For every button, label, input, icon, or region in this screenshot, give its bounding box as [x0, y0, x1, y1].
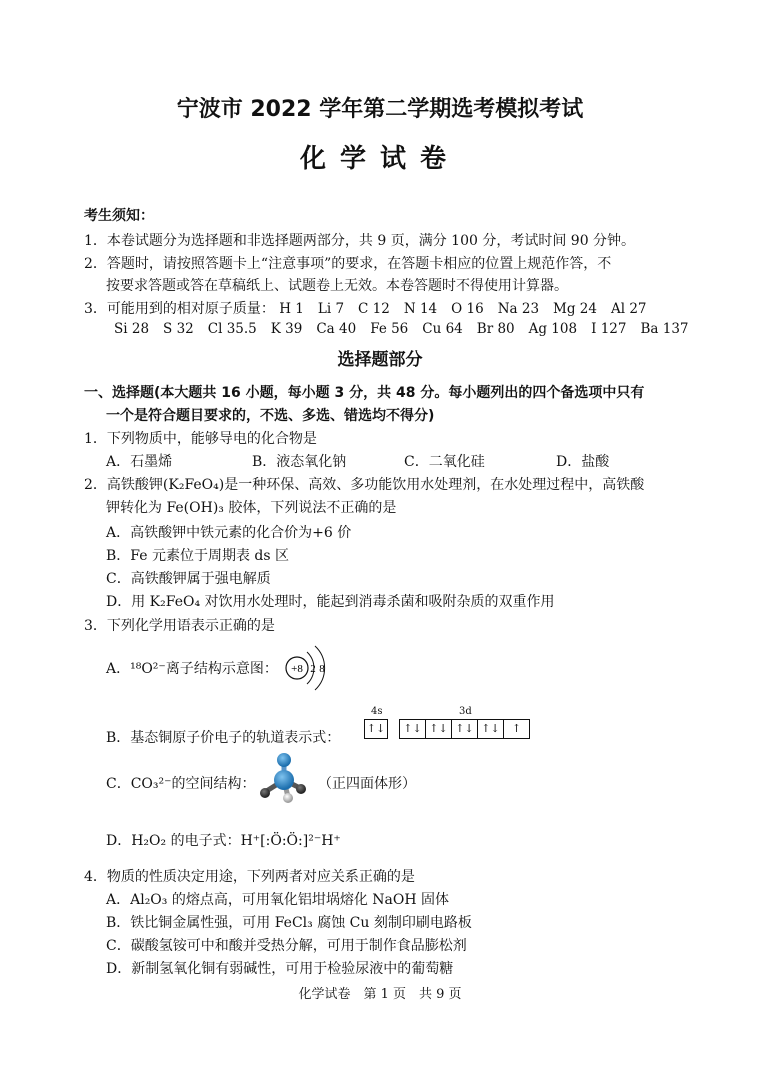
mass-ca: Ca 40 [316, 321, 357, 337]
mass-na: Na 23 [497, 301, 540, 317]
q3-option-d: D．H₂O₂ 的电子式：H⁺[:Ö:Ö:]²⁻H⁺ [106, 833, 341, 849]
notice-item-3 [84, 298, 661, 320]
ion-shell-1: 2 [310, 663, 316, 675]
orbital-3d-label: 3d [459, 706, 472, 717]
page-footer: 化学试卷 第 1 页 共 9 页 [298, 987, 462, 1002]
q4-stem: 4．物质的性质决定用途，下列两者对应关系正确的是 [84, 869, 415, 885]
orbital-3d-cell: ↑↓ [400, 720, 426, 738]
q4-option-d: D．新制氢氧化铜有弱碱性，可用于检验尿液中的葡萄糖 [106, 961, 454, 977]
orbital-4s-box [364, 719, 388, 739]
section-instruction-1: 一、选择题(本大题共 16 小题，每小题 3 分，共 48 分。每小题列出的四个备选项中只有 [84, 385, 645, 401]
orbital-4s-cell: ↑↓ [366, 722, 386, 735]
mass-cu: Cu 64 [422, 321, 463, 337]
q1-option-c: C．二氧化硅 [404, 454, 485, 470]
notice-heading: 考生须知： [84, 208, 154, 224]
mass-ag: Ag 108 [528, 321, 578, 337]
mass-fe: Fe 56 [370, 321, 409, 337]
q2-stem-1: 2．高铁酸钾(K₂FeO₄)是一种环保、高效、多功能饮用水处理剂，在水处理过程中，高铁酸 [84, 477, 645, 493]
q1-option-b: B．液态氧化钠 [252, 454, 347, 470]
orbital-3d-cell: ↑↓ [478, 720, 504, 738]
q4-option-b: B．铁比铜金属性强，可用 FeCl₃ 腐蚀 Cu 刻制印刷电路板 [106, 915, 472, 931]
q3-stem: 3．下列化学用语表示正确的是 [84, 618, 275, 634]
q2-option-a: A．高铁酸钾中铁元素的化合价为+6 价 [106, 525, 352, 541]
mass-br: Br 80 [476, 321, 515, 337]
notice-item-1: 1．本卷试题分为选择题和非选择题两部分，共 9 页，满分 100 分，考试时间 90 分钟。 [84, 233, 636, 249]
orbital-3d-cell: ↑↓ [426, 720, 452, 738]
mass-n: N 14 [403, 301, 438, 317]
exam-title: 宁波市 2022 学年第二学期选考模拟考试 [176, 97, 584, 122]
mass-h: H 1 [279, 301, 304, 317]
q1-option-a: A．石墨烯 [106, 454, 173, 470]
q1-option-d: D．盐酸 [556, 454, 610, 470]
q3-option-a: A．¹⁸O²⁻离子结构示意图： [106, 661, 278, 677]
ion-nucleus-label: +8 [291, 663, 303, 675]
orbital-3d-cell: ↑↓ [452, 720, 478, 738]
atomic-masses-row1 [275, 301, 661, 317]
q2-option-d: D．用 K₂FeO₄ 对饮用水处理时，能起到消毒杀菌和吸附杂质的双重作用 [106, 594, 555, 610]
q2-option-c: C．高铁酸钾属于强电解质 [106, 571, 271, 587]
q3-option-c: C．CO₃²⁻的空间结构： [106, 776, 256, 792]
section-instruction-2: 一个是符合题目要求的，不选、多选、错选均不得分) [106, 408, 435, 424]
ion-shell-2: 8 [319, 663, 325, 675]
mass-k: K 39 [270, 321, 303, 337]
notice-item-2-cont: 按要求答题或答在草稿纸上、试题卷上无效。本卷答题时不得使用计算器。 [106, 278, 568, 294]
molecule-model-image [255, 750, 315, 810]
mass-cl: Cl 35.5 [207, 321, 257, 337]
mass-i: I 127 [591, 321, 627, 337]
notice-item-2: 2．答题时，请按照答题卡上“注意事项”的要求，在答题卡相应的位置上规范作答，不 [84, 256, 612, 272]
mass-si: Si 28 [114, 321, 150, 337]
mass-ba: Ba 137 [640, 321, 689, 337]
q2-option-b: B．Fe 元素位于周期表 ds 区 [106, 548, 290, 564]
q3-option-c-note: （正四面体形） [318, 776, 416, 792]
ion-structure-diagram [283, 640, 333, 692]
section-title: 选择题部分 [337, 350, 423, 370]
q3-option-b: B．基态铜原子价电子的轨道表示式： [106, 730, 341, 746]
atomic-masses-row2 [114, 318, 703, 340]
q4-option-c: C．碳酸氢铵可中和酸并受热分解，可用于制作食品膨松剂 [106, 938, 467, 954]
orbital-3d-boxes [399, 719, 530, 739]
mass-al: Al 27 [610, 301, 647, 317]
q1-stem: 1．下列物质中，能够导电的化合物是 [84, 431, 317, 447]
mass-c: C 12 [358, 301, 390, 317]
orbital-3d-cell: ↑ [511, 722, 522, 735]
orbital-4s-label: 4s [371, 706, 383, 717]
mass-mg: Mg 24 [553, 301, 597, 317]
q2-stem-2: 钾转化为 Fe(OH)₃ 胶体，下列说法不正确的是 [106, 500, 397, 516]
notice-item-3-label: 3．可能用到的相对原子质量： [84, 301, 275, 317]
mass-li: Li 7 [317, 301, 345, 317]
q4-option-a: A．Al₂O₃ 的熔点高，可用氧化铝坩埚熔化 NaOH 固体 [106, 892, 450, 908]
exam-subtitle: 化学试卷 [299, 144, 460, 174]
mass-o: O 16 [451, 301, 484, 317]
mass-s: S 32 [163, 321, 194, 337]
